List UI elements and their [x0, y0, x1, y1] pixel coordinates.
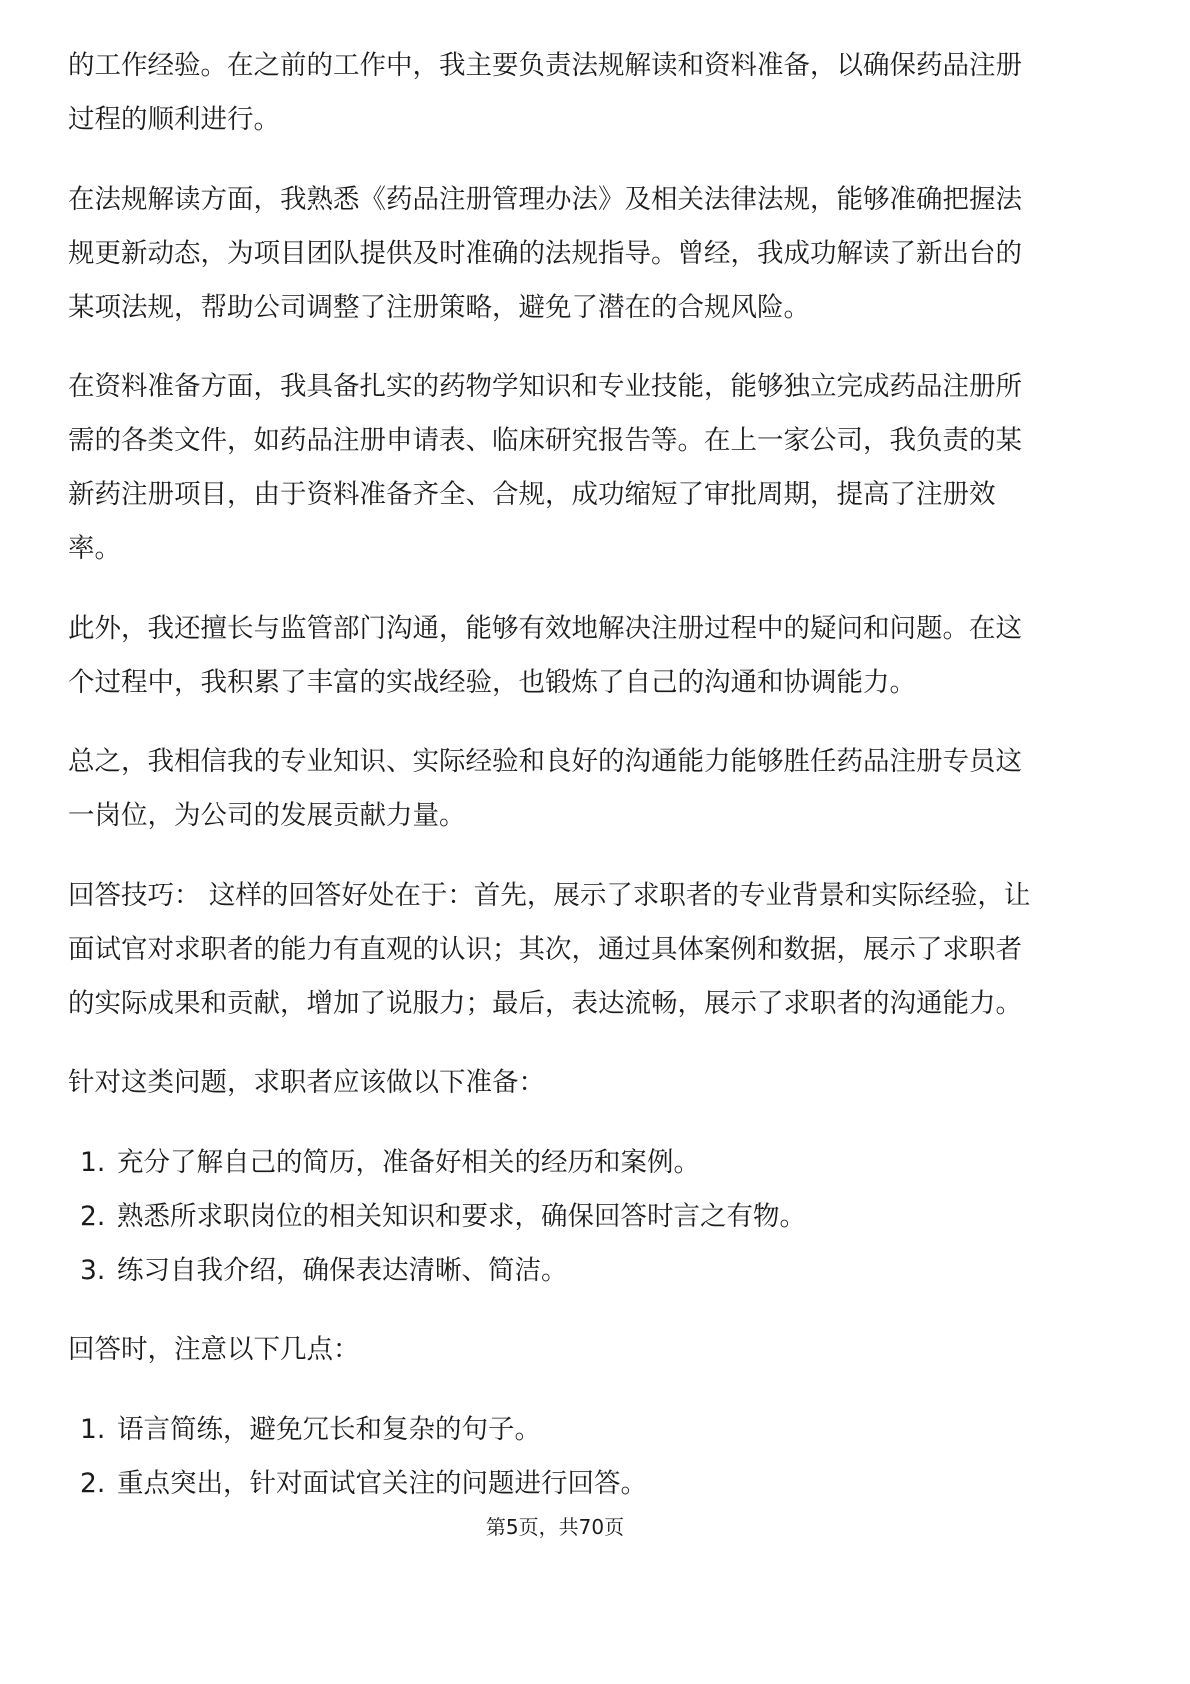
- paragraph-line: 过程的顺利进行。: [68, 104, 280, 135]
- paragraph-line: 在资料准备方面，我具备扎实的药物学知识和专业技能，能够独立完成药品注册所: [68, 371, 1022, 402]
- paragraph-line: 在法规解读方面，我熟悉《药品注册管理办法》及相关法律法规，能够准确把握法: [68, 183, 1022, 215]
- list-item: [68, 1190, 1108, 1244]
- list-item-text: 语言简练，避免冗长和复杂的句子。: [117, 1413, 541, 1445]
- paragraph-line: 某项法规，帮助公司调整了注册策略，避免了潜在的合规风险。: [68, 291, 810, 323]
- paragraph-line: 总之，我相信我的专业知识、实际经验和良好的沟通能力能够胜任药品注册专员这: [68, 746, 1022, 777]
- list-item: [68, 1457, 1108, 1511]
- paragraph-line: 回答时，注意以下几点：: [68, 1334, 360, 1365]
- list-item-number: 1.: [80, 1146, 106, 1178]
- list-item-number: 2.: [80, 1467, 106, 1499]
- paragraph-line: 需的各类文件，如药品注册申请表、临床研究报告等。在上一家公司，我负责的某: [68, 425, 1022, 456]
- list-item: [68, 1136, 1108, 1190]
- list-item-text: 重点突出，针对面试官关注的问题进行回答。: [117, 1467, 647, 1499]
- list-item: [68, 1244, 1108, 1298]
- paragraph-preparation-intro: [68, 1056, 1108, 1110]
- paragraph-line: 的实际成果和贡献，增加了说服力；最后，表达流畅，展示了求职者的沟通能力。: [68, 987, 1022, 1019]
- paragraph-line: 率。: [68, 533, 121, 564]
- paragraph-line: 针对这类问题，求职者应该做以下准备：: [68, 1067, 545, 1098]
- paragraph-line: 一岗位，为公司的发展贡献力量。: [68, 800, 466, 831]
- paragraph-line: 个过程中，我积累了丰富的实战经验，也锻炼了自己的沟通和协调能力。: [68, 666, 916, 698]
- answer-list: [68, 1403, 1108, 1511]
- paragraph-line: 面试官对求职者的能力有直观的认识；其次，通过具体案例和数据，展示了求职者: [68, 933, 1022, 965]
- paragraph-line: 新药注册项目，由于资料准备齐全、合规，成功缩短了审批周期，提高了注册效: [68, 479, 996, 510]
- paragraph-communication: [68, 602, 1108, 710]
- list-item-number: 1.: [80, 1413, 106, 1445]
- paragraph-line: 的工作经验。在之前的工作中，我主要负责法规解读和资料准备，以确保药品注册: [68, 50, 1022, 81]
- paragraph-regulation: [68, 173, 1108, 335]
- paragraph-line: 此外，我还擅长与监管部门沟通，能够有效地解决注册过程中的疑问和问题。在这: [68, 612, 1022, 644]
- preparation-list: [68, 1136, 1108, 1298]
- list-item: [68, 1403, 1108, 1457]
- list-item-text: 充分了解自己的简历，准备好相关的经历和案例。: [117, 1146, 700, 1178]
- paragraph-answer-tips: [68, 869, 1108, 1031]
- list-item-text: 练习自我介绍，确保表达清晰、简洁。: [117, 1254, 568, 1286]
- paragraph-summary: [68, 735, 1108, 843]
- list-item-text: 熟悉所求职岗位的相关知识和要求，确保回答时言之有物。: [117, 1200, 806, 1232]
- page-body: [68, 39, 1108, 1536]
- list-item-number: 2.: [80, 1200, 106, 1232]
- paragraph-line: 回答技巧： 这样的回答好处在于：首先，展示了求职者的专业背景和实际经验，让: [68, 879, 1031, 911]
- page-number-footer: 第5页，共70页: [485, 1515, 625, 1539]
- paragraph-intro-continuation: [68, 39, 1108, 147]
- paragraph-documentation: [68, 360, 1108, 576]
- list-item-number: 3.: [80, 1254, 106, 1286]
- paragraph-answer-intro: [68, 1323, 1108, 1377]
- paragraph-line: 规更新动态，为项目团队提供及时准确的法规指导。曾经，我成功解读了新出台的: [68, 237, 1022, 269]
